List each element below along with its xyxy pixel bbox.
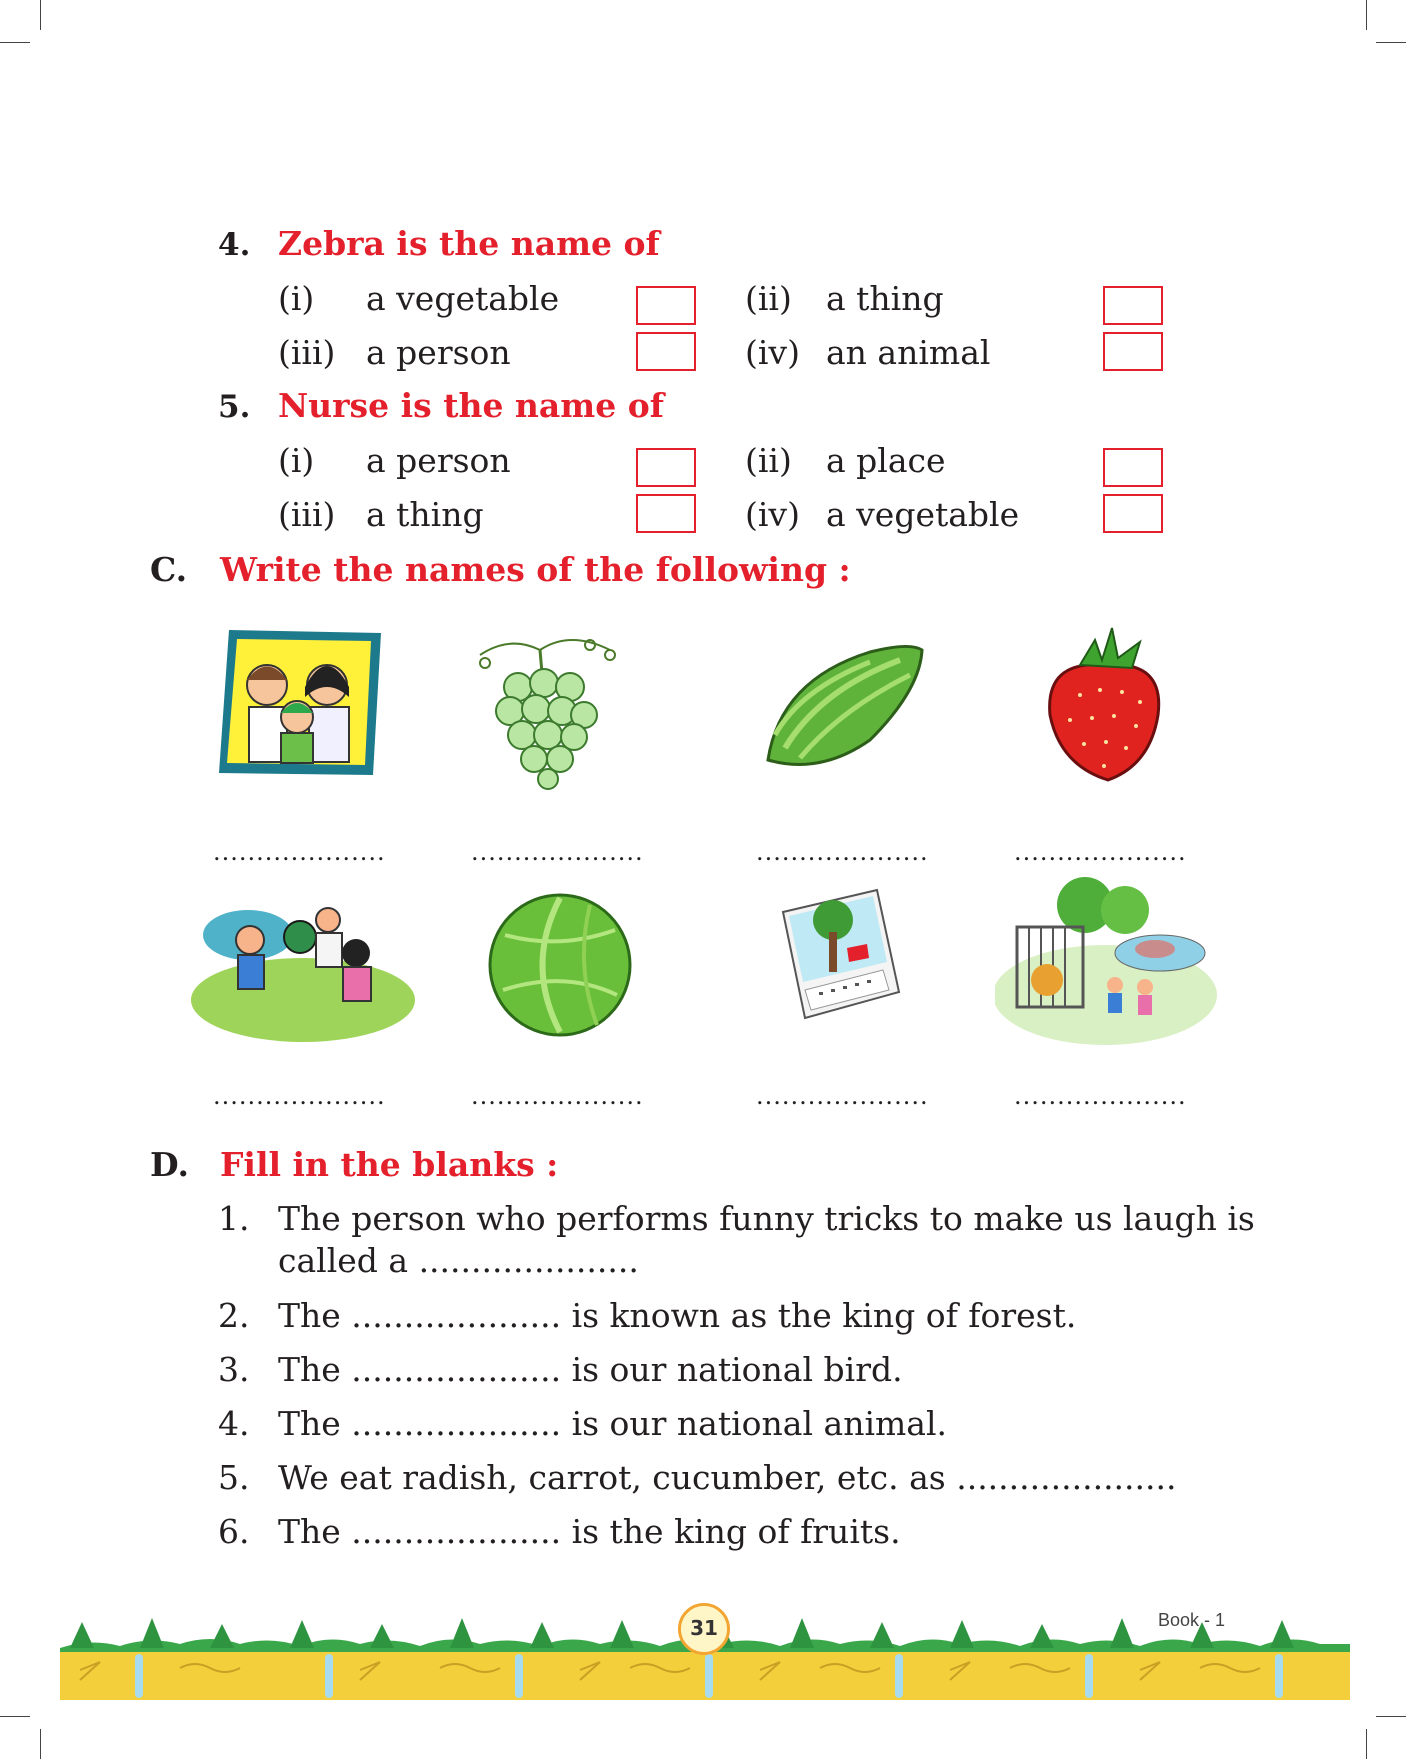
blank-item-number: 4. [218,1404,250,1443]
children-playing-picture [188,895,418,1045]
crop-mark [1366,1729,1367,1759]
q5-option-label: (i) [278,441,315,480]
answer-blank[interactable]: .................... [1014,1082,1187,1110]
q5-title: Nurse is the name of [278,386,664,425]
blank-item-number: 1. [218,1199,250,1238]
blank-item-number: 5. [218,1458,250,1497]
blank-item-number: 3. [218,1350,250,1389]
q4-option-text: an animal [826,333,991,372]
book-label: Book - 1 [1158,1610,1226,1630]
section-d-title: Fill in the blanks : [220,1145,559,1184]
q4-option-label: (i) [278,279,315,318]
blank-item-text: The person who performs funny tricks to make us laugh is [278,1199,1255,1238]
q5-option-label: (iv) [745,495,800,534]
answer-blank[interactable]: .................... [1014,838,1187,866]
q4-option-text: a person [366,333,511,372]
q5-answer-box[interactable] [636,448,696,487]
answer-blank[interactable]: .................... [213,1082,386,1110]
q5-option-label: (ii) [745,441,792,480]
q5-option-text: a person [366,441,511,480]
q4-answer-box[interactable] [636,286,696,325]
cabbage-picture [485,890,635,1040]
blank-item-text: The .................... is our national animal. [278,1404,948,1443]
answer-blank[interactable]: .................... [756,1082,929,1110]
crop-mark [40,0,41,30]
q5-option-text: a vegetable [826,495,1020,534]
q4-title: Zebra is the name of [278,224,660,263]
crop-mark [1366,0,1367,30]
page-number: 31 [678,1603,730,1655]
strawberry-picture [1040,620,1170,785]
crop-mark [0,1716,30,1717]
blank-item-text: The .................... is known as the king of forest. [278,1296,1077,1335]
crop-mark [0,42,30,43]
answer-blank[interactable]: .................... [471,1082,644,1110]
blank-item-text: We eat radish, carrot, cucumber, etc. as ..................... [278,1458,1177,1497]
blank-item-number: 6. [218,1512,250,1551]
q5-answer-box[interactable] [1103,448,1163,487]
section-d-letter: D. [150,1145,189,1184]
q5-answer-box[interactable] [636,494,696,533]
calendar-picture [775,882,905,1022]
blank-item-text: The .................... is the king of fruits. [278,1512,901,1551]
q5-option-text: a thing [366,495,484,534]
q4-option-text: a vegetable [366,279,560,318]
section-c-title: Write the names of the following : [220,550,851,589]
family-picture [215,625,385,780]
answer-blank[interactable]: .................... [756,838,929,866]
blank-item-number: 2. [218,1296,250,1335]
q4-answer-box[interactable] [636,332,696,371]
q4-option-text: a thing [826,279,944,318]
bitter-gourd-picture [760,640,930,775]
crop-mark [40,1729,41,1759]
q4-answer-box[interactable] [1103,332,1163,371]
zoo-picture [995,875,1220,1050]
answer-blank[interactable]: .................... [471,838,644,866]
blank-item-text: called a ..................... [278,1241,639,1280]
q4-answer-box[interactable] [1103,286,1163,325]
q4-option-label: (ii) [745,279,792,318]
q4-option-label: (iii) [278,333,336,372]
q5-option-label: (iii) [278,495,336,534]
q4-option-label: (iv) [745,333,800,372]
crop-mark [1376,1716,1406,1717]
crop-mark [1376,42,1406,43]
section-c-letter: C. [150,550,188,589]
blank-item-text: The .................... is our national bird. [278,1350,903,1389]
q5-answer-box[interactable] [1103,494,1163,533]
q5-number: 5. [218,389,251,425]
q5-option-text: a place [826,441,946,480]
q4-number: 4. [218,227,251,263]
grapes-picture [470,625,640,790]
answer-blank[interactable]: .................... [213,838,386,866]
